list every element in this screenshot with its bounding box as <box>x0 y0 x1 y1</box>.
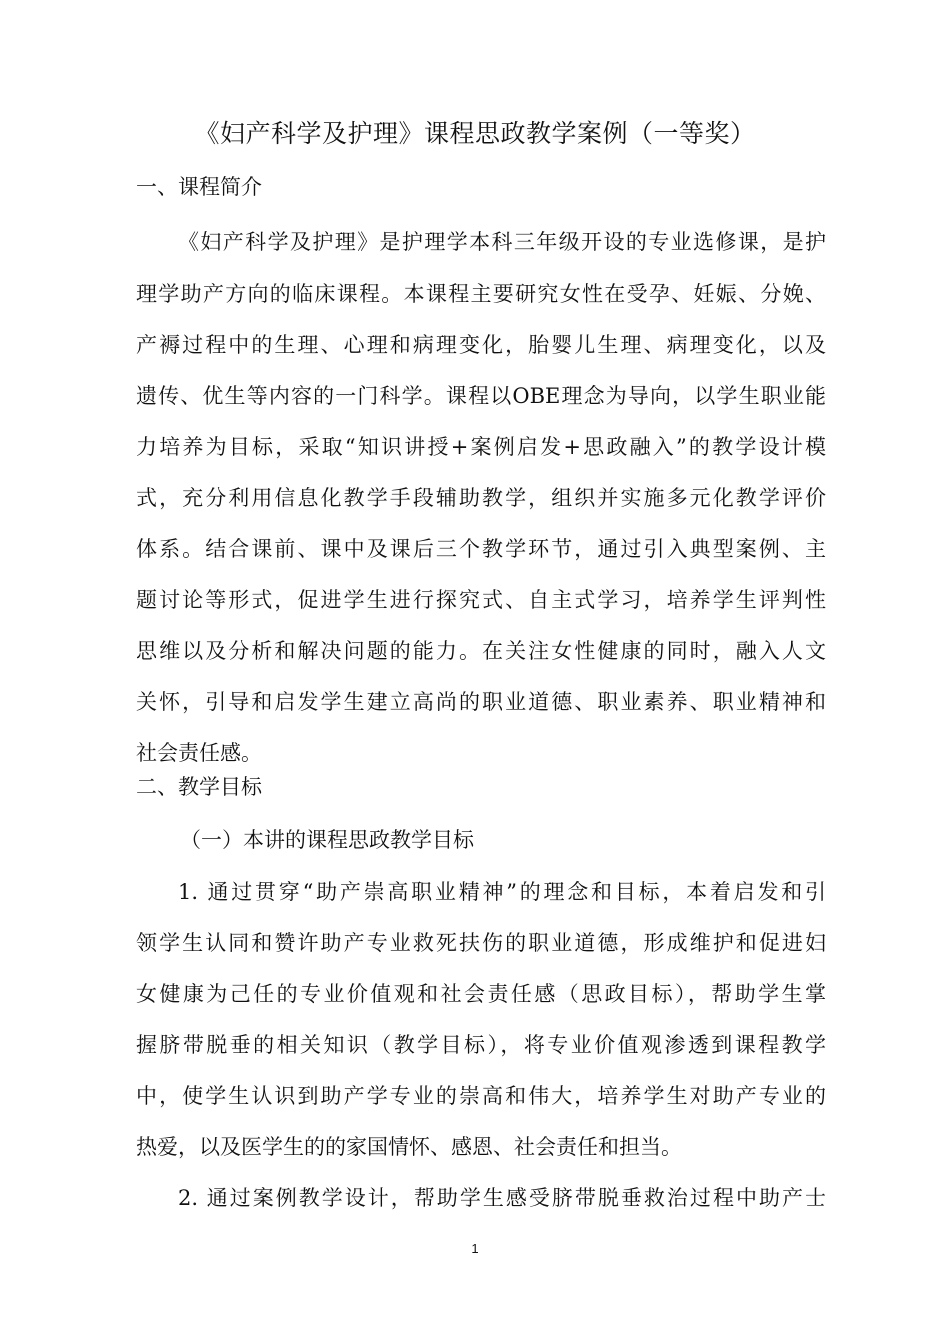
page-number: 1 <box>471 1241 479 1256</box>
section-heading-teaching-goals: 二、教学目标 <box>136 775 262 799</box>
paragraph-line: 力培养为目标，采取“知识讲授+案例启发+思政融入”的教学设计模 <box>136 435 826 459</box>
paragraph-line: 式，充分利用信息化教学手段辅助教学，组织并实施多元化教学评价 <box>136 486 826 510</box>
paragraph-line: 热爱，以及医学生的的家国情怀、感恩、社会责任和担当。 <box>136 1135 682 1159</box>
paragraph-line: 遗传、优生等内容的一门科学。课程以OBE理念为导向，以学生职业能 <box>136 384 826 408</box>
paragraph-line: 产褥过程中的生理、心理和病理变化，胎婴儿生理、病理变化，以及 <box>136 333 826 357</box>
document-title: 《妇产科学及护理》课程思政教学案例（一等奖） <box>194 119 756 148</box>
paragraph-line: 女健康为己任的专业价值观和社会责任感（思政目标），帮助学生掌 <box>136 982 826 1006</box>
paragraph-line: 思维以及分析和解决问题的能力。在关注女性健康的同时，融入人文 <box>136 639 826 663</box>
paragraph-line: 1. 通过贯穿“助产崇高职业精神”的理念和目标，本着启发和引 <box>178 880 826 904</box>
paragraph-line: 社会责任感。 <box>136 741 262 765</box>
paragraph-line: 领学生认同和赞许助产专业救死扶伤的职业道德，形成维护和促进妇 <box>136 931 826 955</box>
paragraph-line: 握脐带脱垂的相关知识（教学目标），将专业价值观渗透到课程教学 <box>136 1033 826 1057</box>
paragraph-line: 中，使学生认识到助产学专业的崇高和伟大，培养学生对助产专业的 <box>136 1084 826 1108</box>
paragraph-line: 2. 通过案例教学设计，帮助学生感受脐带脱垂救治过程中助产士 <box>178 1186 826 1210</box>
section-heading-course-intro: 一、课程简介 <box>136 175 262 199</box>
paragraph-line: 关怀，引导和启发学生建立高尚的职业道德、职业素养、职业精神和 <box>136 690 826 714</box>
paragraph-line: 体系。结合课前、课中及课后三个教学环节，通过引入典型案例、主 <box>136 537 826 561</box>
paragraph-line: 题讨论等形式，促进学生进行探究式、自主式学习，培养学生评判性 <box>136 588 826 612</box>
paragraph-line: 《妇产科学及护理》是护理学本科三年级开设的专业选修课，是护 <box>178 230 826 254</box>
paragraph-line: 理学助产方向的临床课程。本课程主要研究女性在受孕、妊娠、分娩、 <box>136 282 826 306</box>
subsection-heading: （一）本讲的课程思政教学目标 <box>180 828 474 852</box>
